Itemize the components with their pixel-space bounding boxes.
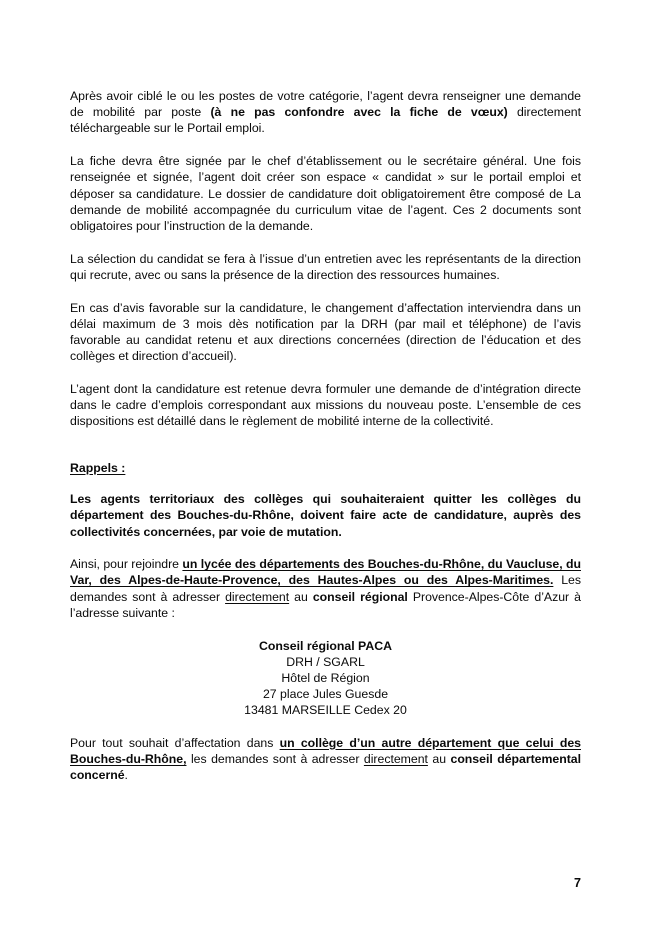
paragraph-ainsi-lycee-regions bbox=[70, 556, 581, 621]
paragraph-fiche-signature bbox=[70, 153, 581, 234]
address-line: 27 place Jules Guesde bbox=[262, 687, 389, 702]
text-run: directement bbox=[363, 751, 428, 766]
text-run: En cas d’avis favorable sur la candidature, le changement d’affectation interviendra dans un délai maximum de 3 mois dès notification par la DRH (par mail et téléphone) de l’avis favorable au candidat retenu et aux directions concernées (direction de l’éducation et des collèges et direction d’accueil). bbox=[70, 300, 581, 364]
address-line: DRH / SGARL bbox=[286, 654, 365, 669]
paragraph-ciblage-postes bbox=[70, 88, 581, 137]
address-line: 13481 MARSEILLE Cedex 20 bbox=[244, 703, 407, 718]
paragraph-rappels-mutation bbox=[70, 491, 581, 540]
text-run: La fiche devra être signée par le chef d’établissement ou le secrétaire général. Une fois renseignée et signée, l’agent doit créer son espace « candidat » sur le portail emploi et déposer sa candidature. Le dossier de candidature doit obligatoirement être composé de La demande de mobilité accompagnée du curriculum vitae de l’agent. Ces 2 documents sont obligatoires pour l’instruction de la demande. bbox=[70, 154, 581, 233]
text-run: Les demandes sont à adresser bbox=[70, 573, 581, 604]
text-run: . bbox=[124, 768, 128, 782]
text-run: au bbox=[289, 589, 313, 604]
text-run: un collège d’un autre département que celui des Bouches-du-Rhône, bbox=[70, 735, 581, 766]
paragraph-college-autre-departement bbox=[70, 735, 581, 784]
address-line: Hôtel de Région bbox=[281, 670, 370, 685]
text-run: Après avoir ciblé le ou les postes de votre catégorie, l’agent devra renseigner une demande de mobilité par poste bbox=[70, 89, 581, 120]
text-run: Pour tout souhait d’affectation dans bbox=[70, 735, 280, 750]
text-run: conseil départemental concerné bbox=[70, 751, 581, 782]
address-block-conseil-regional bbox=[70, 638, 581, 719]
paragraph-avis-favorable bbox=[70, 300, 581, 365]
text-run: conseil régional bbox=[312, 589, 408, 604]
address-line: Conseil régional PACA bbox=[258, 638, 392, 653]
text-run: un lycée des départements des Bouches-du-Rhône, du Vaucluse, du Var, des Alpes-de-Haute-Provence, des Hautes-Alpes ou des Alpes-Maritimes. bbox=[70, 557, 581, 588]
text-run: directement téléchargeable sur le Portail emploi. bbox=[70, 105, 581, 136]
text-run: Ainsi, pour rejoindre bbox=[70, 557, 183, 572]
page-number: 7 bbox=[573, 876, 581, 890]
text-run: au bbox=[427, 751, 451, 766]
rappels-heading bbox=[70, 460, 581, 476]
text-run: Provence-Alpes-Côte d’Azur à l’adresse suivante : bbox=[70, 589, 581, 620]
text-run: directement bbox=[225, 589, 290, 604]
text-run: La sélection du candidat se fera à l’issue d’un entretien avec les représentants de la direction qui recrute, avec ou sans la présence de la direction des ressources humaines. bbox=[70, 251, 581, 282]
document-body bbox=[70, 88, 581, 783]
rappels-heading-text: Rappels : bbox=[70, 460, 126, 475]
text-run: les demandes sont à adresser bbox=[186, 751, 364, 766]
paragraph-selection-candidat bbox=[70, 251, 581, 283]
text-run: L’agent dont la candidature est retenue devra formuler une demande de d’intégration directe dans le cadre d’emplois correspondant aux missions du nouveau poste. L’ensemble de ces dispositions est détaillé dans le règlement de mobilité interne de la collectivité. bbox=[70, 381, 581, 429]
paragraph-integration-directe bbox=[70, 381, 581, 430]
text-run: (à ne pas confondre avec la fiche de vœux) bbox=[210, 105, 508, 120]
text-run: Les agents territoriaux des collèges qui souhaiteraient quitter les collèges du département des Bouches-du-Rhône, doivent faire acte de candidature, auprès des collectivités concernées, par voie de mutation. bbox=[70, 492, 581, 539]
